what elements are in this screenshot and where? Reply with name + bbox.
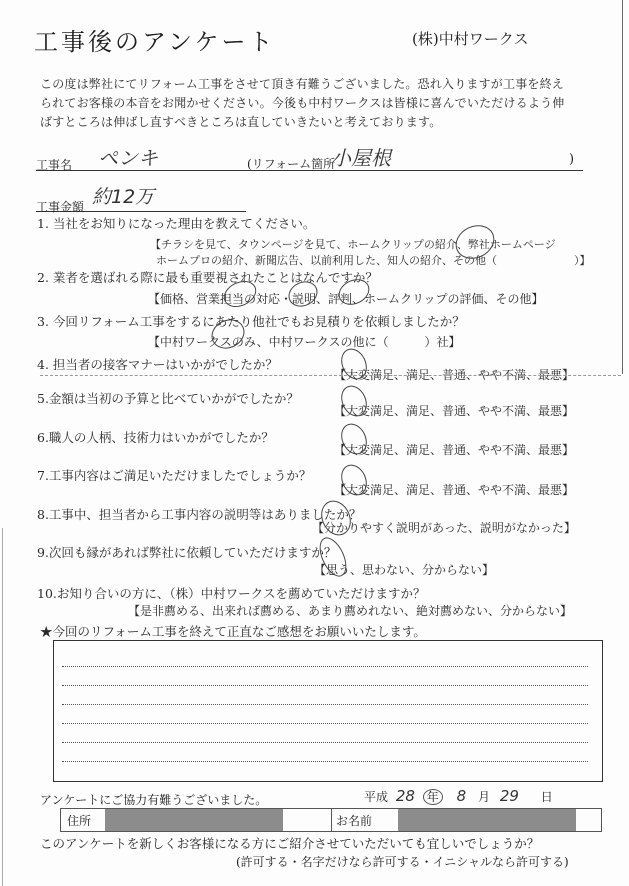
question-8-options[interactable]: 【分かりやすく説明があった、説明がなかった】: [312, 521, 576, 535]
date-month: 8: [456, 787, 467, 805]
question-8: 8.工事中、担当者から工事内容の説明等はありましたか？: [37, 507, 362, 522]
date-day-label: 日: [540, 790, 553, 804]
question-1-options-line-2[interactable]: ホームプロの紹介、新聞広告、以前利用した、知人の紹介、その他（ ）】: [156, 254, 591, 267]
work-name-value: ペンキ: [98, 146, 158, 170]
thanks-text: アンケートにご協力有難うございました。: [40, 793, 268, 807]
question-10-options[interactable]: 【是非薦める、出来れば薦める、あまり薦めれない、絶対薦めない、分からない】: [128, 604, 573, 618]
date-day: 29: [499, 787, 519, 805]
question-6-options[interactable]: 【大変満足、満足、普通、やや不満、最悪】: [334, 443, 575, 457]
permission-question: このアンケートを新しくお客様になる方にご紹介させていただいても宜しいでしょうか？: [40, 836, 540, 851]
name-field[interactable]: [332, 809, 601, 831]
dotted-line: [62, 704, 588, 705]
date-year: 28: [395, 787, 415, 805]
question-9-options[interactable]: 【思う、思わない、分からない】: [314, 563, 495, 577]
question-7-options[interactable]: 【大変満足、満足、普通、やや不満、最悪】: [334, 483, 575, 497]
scan-edge-left: [2, 528, 3, 886]
question-9: 9.次回も縁があれば弊社に依頼していただけますか？: [37, 545, 337, 560]
address-redacted: [105, 809, 283, 831]
question-4-options[interactable]: 【大変満足、満足、普通、やや不満、最悪】: [334, 368, 575, 382]
name-label: お名前: [336, 813, 373, 828]
dotted-line: [62, 742, 588, 743]
intro-line-3: ばすところは伸ばし直すべきところは直していきたいと考えております。: [40, 115, 442, 129]
location-field[interactable]: [239, 142, 583, 171]
dotted-line: [62, 761, 588, 762]
question-2: 2. 業者を選ばれる際に最も重要視されたことはなんですか？: [37, 270, 378, 285]
question-1-options-line-1[interactable]: 【チラシを見て、タウンページを見て、ホームクリップの紹介、弊社ホームページ: [150, 238, 556, 251]
scan-fold-line: [40, 375, 621, 376]
question-10: 10.お知り合いの方に、（株）中村ワークスを薦めていただけますか？: [37, 586, 426, 601]
comments-prompt: ★今回のリフォーム工事を終えて正直なご感想をお願いいたします。: [40, 624, 426, 639]
dotted-line: [62, 685, 588, 686]
question-6: 6.職人の人柄、技術力はいかがでしたか？: [37, 430, 274, 445]
dotted-line: [62, 666, 588, 667]
permission-options[interactable]: (許可する・名字だけなら許可する・イニシャルなら許可する): [236, 855, 569, 869]
location-label: (リフォーム箇所: [247, 157, 336, 171]
work-name-field[interactable]: [36, 142, 239, 171]
question-1: 1. 当社をお知りになった理由を教えてください。: [37, 216, 316, 231]
date-month-label: 月: [477, 790, 490, 804]
amount-label: 工事金額: [36, 200, 85, 214]
question-3: 3. 今回リフォーム工事をするにあたり他社でもお見積りを依頼しましたか？: [37, 314, 465, 329]
amount-value: 約12万: [92, 186, 155, 208]
name-redacted: [398, 809, 576, 831]
company-name: (株)中村ワークス: [412, 30, 529, 48]
question-5-options[interactable]: 【大変満足、満足、普通、やや不満、最悪】: [334, 404, 575, 418]
page-title: 工事後のアンケート: [34, 28, 276, 56]
address-field[interactable]: [61, 809, 332, 831]
work-name-label: 工事名: [36, 158, 73, 172]
customer-info-row: [60, 808, 602, 832]
date-year-label: 年: [423, 789, 443, 805]
location-value: 小屋根: [331, 146, 391, 170]
intro-line-2: られてお客様の本音をお聞かせください。今後も中村ワークスは皆様に喜んでいただけるよう伸: [40, 96, 565, 110]
amount-field[interactable]: [36, 188, 246, 212]
question-2-options[interactable]: 【価格、営業担当の対応・説明、評判、ホームクリップの評価、その他】: [148, 292, 544, 306]
intro-line-1: この度は弊社にてリフォーム工事をさせて頂き有難うございました。恐れ入りますが工事を終え: [40, 77, 565, 91]
question-7: 7.工事内容はご満足いただけましたでしょうか？: [37, 468, 312, 483]
address-label: 住所: [67, 813, 92, 828]
question-4: 4. 担当者の接客マナーはいかがでしたか？: [37, 357, 278, 372]
scan-edge-right: [622, 0, 623, 374]
question-3-options[interactable]: 【中村ワークスのみ、中村ワークスの他に（ ）社】: [148, 335, 461, 349]
dotted-line: [62, 723, 588, 724]
question-5: 5.金額は当初の予算と比べていかがでしたか？: [37, 391, 299, 406]
date-field[interactable]: [364, 787, 553, 805]
date-era: 平成: [364, 790, 389, 804]
location-close-paren: ): [569, 152, 575, 167]
comments-textarea[interactable]: [53, 640, 603, 782]
